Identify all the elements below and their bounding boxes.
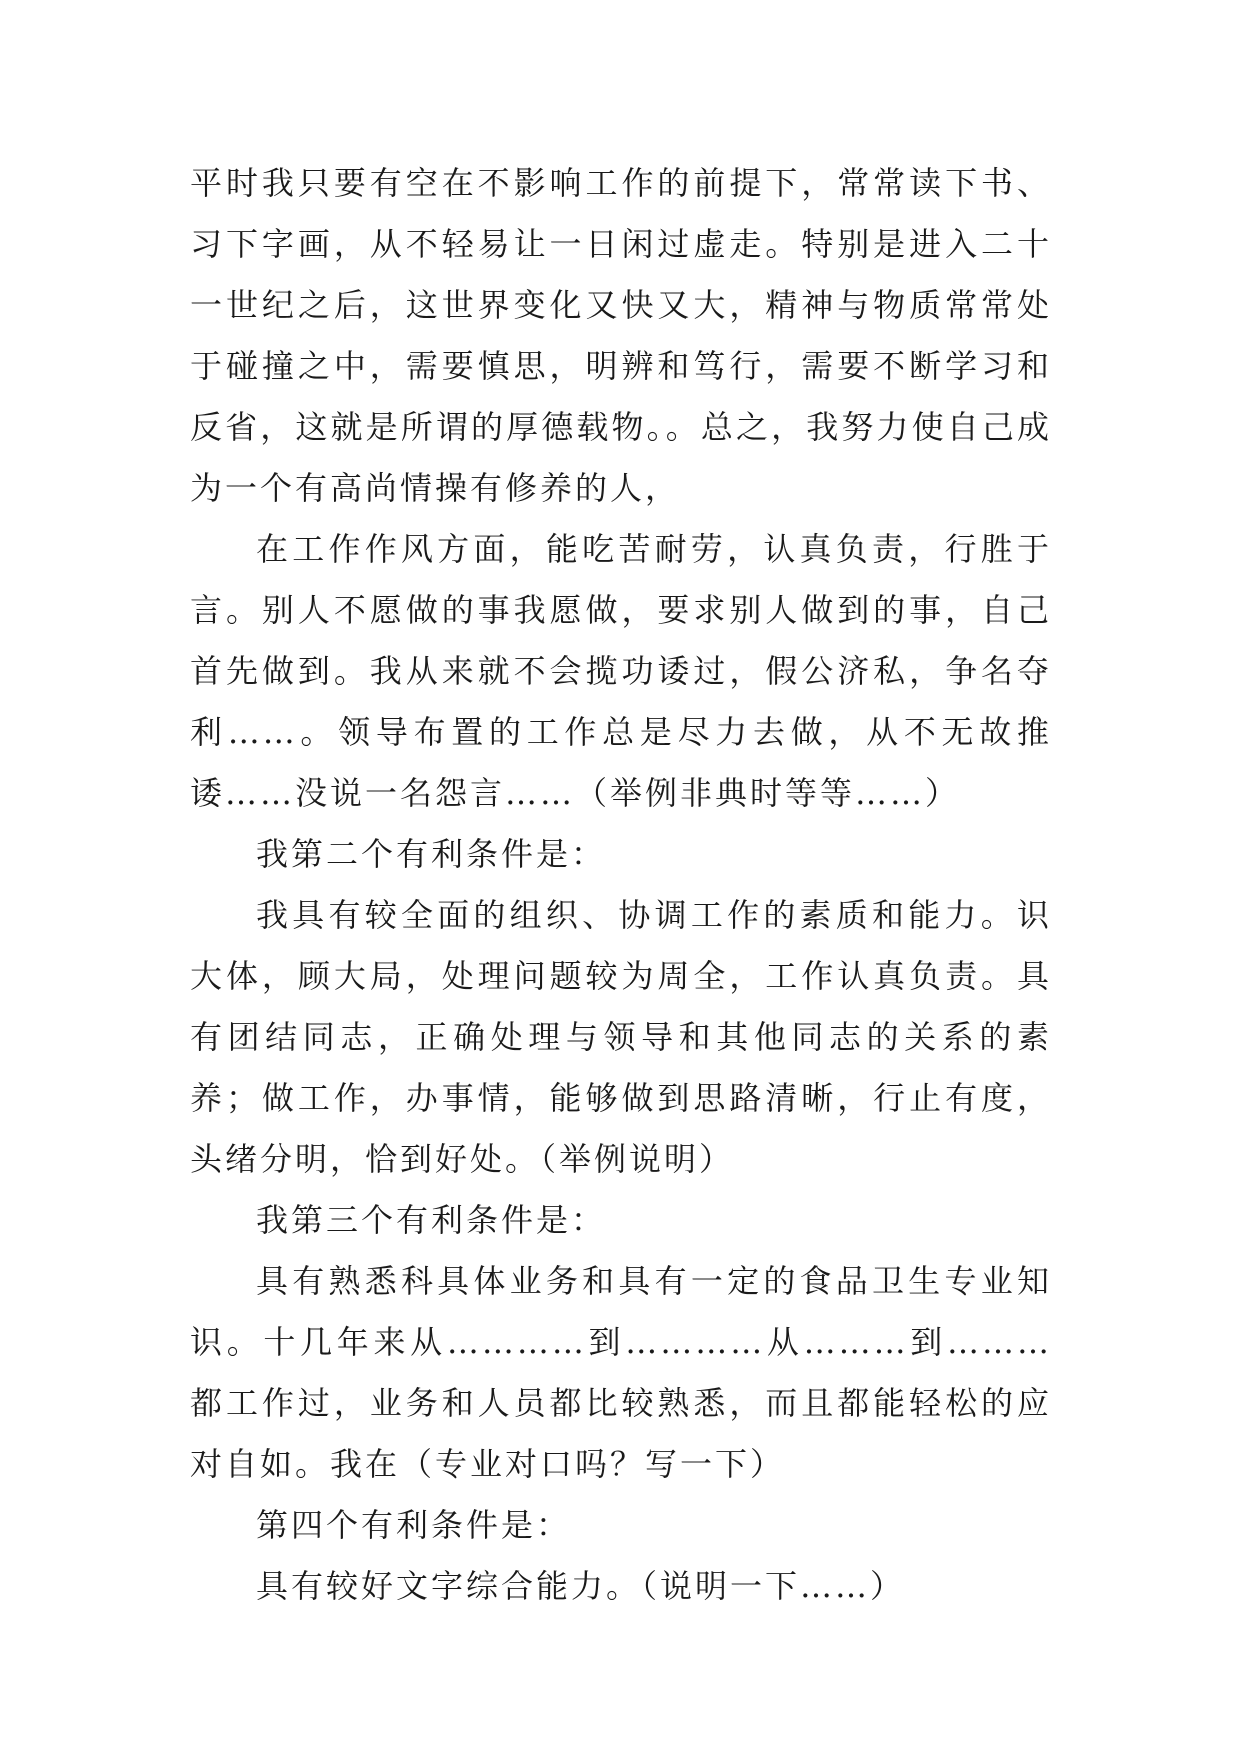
paragraph: 在工作作风方面，能吃苦耐劳，认真负责，行胜于言。别人不愿做的事我愿做，要求别人做到的事，自己首先做到。我从来就不会揽功诿过，假公济私，争名夺利……。领导布置的工作总是尽力去做，从不无故推诿……没说一名怨言……（举例非典时等等……） [190,530,1052,812]
paragraph-heading: 我第二个有利条件是： [256,835,607,873]
paragraph: 平时我只要有空在不影响工作的前提下，常常读下书、习下字画，从不轻易让一日闲过虚走。特别是进入二十一世纪之后，这世界变化又快又大，精神与物质常常处于碰撞之中，需要慎思，明辨和笃行，需要不断学习和反省，这就是所谓的厚德载物。。总之，我努力使自己成为一个有高尚情操有修养的人， [190,164,1052,507]
paragraph: 具有较好文字综合能力。（说明一下……） [256,1567,906,1605]
paragraph: 我具有较全面的组织、协调工作的素质和能力。识大体，顾大局，处理问题较为周全，工作认真负责。具有团结同志，正确处理与领导和其他同志的关系的素养；做工作，办事情，能够做到思路清晰，行止有度，头绪分明，恰到好处。（举例说明） [190,896,1052,1178]
document-body [190,153,1052,1617]
paragraph: 具有熟悉科具体业务和具有一定的食品卫生专业知识。十几年来从…………到…………从………到………都工作过，业务和人员都比较熟悉，而且都能轻松的应对自如。我在（专业对口吗？写一下） [190,1262,1052,1483]
paragraph-heading: 第四个有利条件是： [256,1506,572,1544]
paragraph-heading: 我第三个有利条件是： [256,1201,607,1239]
